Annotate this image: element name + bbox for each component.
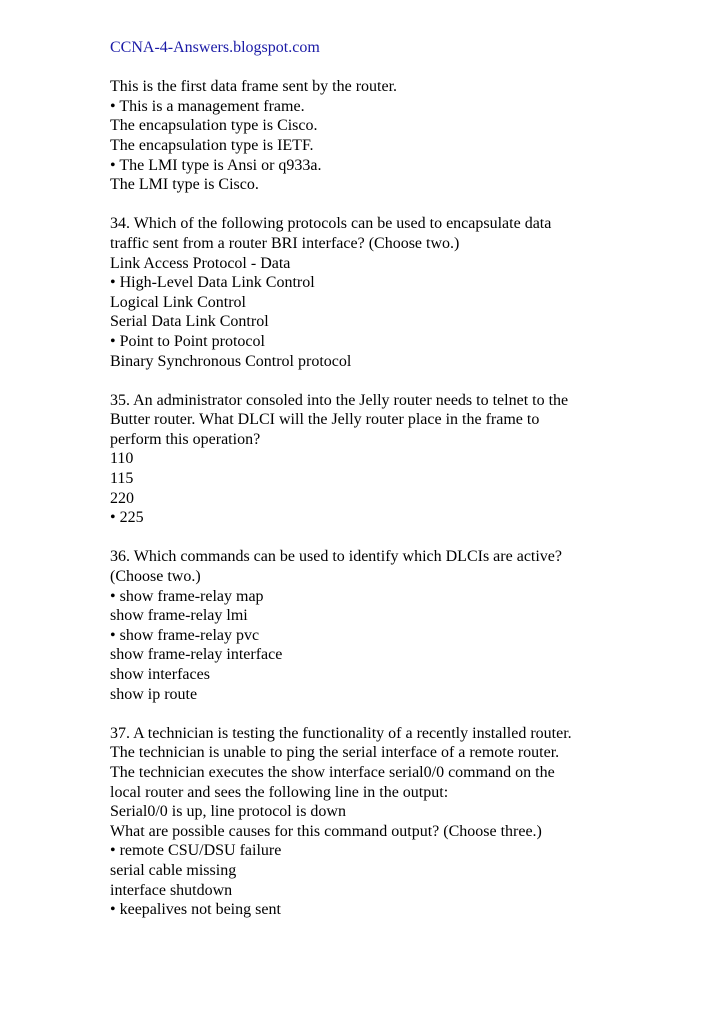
question-34 [110, 214, 710, 371]
question-text: traffic sent from a router BRI interface? (Choose two.) [110, 234, 460, 252]
question-text: (Choose two.) [110, 568, 201, 586]
answer-option: show frame-relay lmi [110, 607, 248, 625]
answer-option: Serial Data Link Control [110, 313, 269, 331]
answer-option: Link Access Protocol - Data [110, 254, 291, 272]
answer-option: • 225 [110, 509, 144, 527]
text-line: • This is a management frame. [110, 97, 305, 115]
question-text: local router and sees the following line in the output: [110, 783, 449, 801]
site-header-link[interactable]: CCNA-4-Answers.blogspot.com [110, 39, 320, 56]
answer-option: Logical Link Control [110, 293, 246, 311]
question-text: What are possible causes for this command output? (Choose three.) [110, 822, 542, 840]
answer-option: • High-Level Data Link Control [110, 274, 315, 292]
question-text: perform this operation? [110, 430, 261, 448]
answer-option: • show frame-relay pvc [110, 626, 260, 644]
question-text: Butter router. What DLCI will the Jelly router place in the frame to [110, 411, 540, 429]
answer-option: interface shutdown [110, 881, 233, 899]
answer-option: • Point to Point protocol [110, 332, 265, 350]
answer-option: show ip route [110, 685, 198, 703]
answer-option: 220 [110, 489, 134, 507]
question-35 [110, 391, 710, 528]
answer-option: • keepalives not being sent [110, 901, 281, 919]
text-line: The encapsulation type is IETF. [110, 136, 314, 154]
text-line: This is the first data frame sent by the router. [110, 78, 398, 96]
frame-description-answers [110, 77, 710, 195]
answer-option: • show frame-relay map [110, 587, 264, 605]
answer-option: Binary Synchronous Control protocol [110, 352, 352, 370]
text-line: • The LMI type is Ansi or q933a. [110, 156, 322, 174]
answer-option: • remote CSU/DSU failure [110, 842, 282, 860]
answer-option: serial cable missing [110, 861, 237, 879]
question-text: 34. Which of the following protocols can be used to encapsulate data [110, 215, 552, 233]
text-line: The LMI type is Cisco. [110, 176, 259, 194]
answer-option: 115 [110, 470, 134, 488]
question-text: 37. A technician is testing the functionality of a recently installed router. [110, 724, 572, 742]
answer-option: 110 [110, 450, 134, 468]
answer-option: show frame-relay interface [110, 646, 283, 664]
question-text: The technician is unable to ping the serial interface of a remote router. [110, 744, 560, 762]
question-36 [110, 547, 710, 704]
question-text: 36. Which commands can be used to identify which DLCIs are active? [110, 548, 563, 566]
question-text: Serial0/0 is up, line protocol is down [110, 803, 346, 821]
answer-option: show interfaces [110, 666, 210, 683]
document-page [110, 38, 710, 939]
question-text: The technician executes the show interface serial0/0 command on the [110, 763, 555, 781]
question-text: 35. An administrator consoled into the Jelly router needs to telnet to the [110, 391, 569, 409]
question-37 [110, 724, 710, 920]
text-line: The encapsulation type is Cisco. [110, 117, 318, 135]
